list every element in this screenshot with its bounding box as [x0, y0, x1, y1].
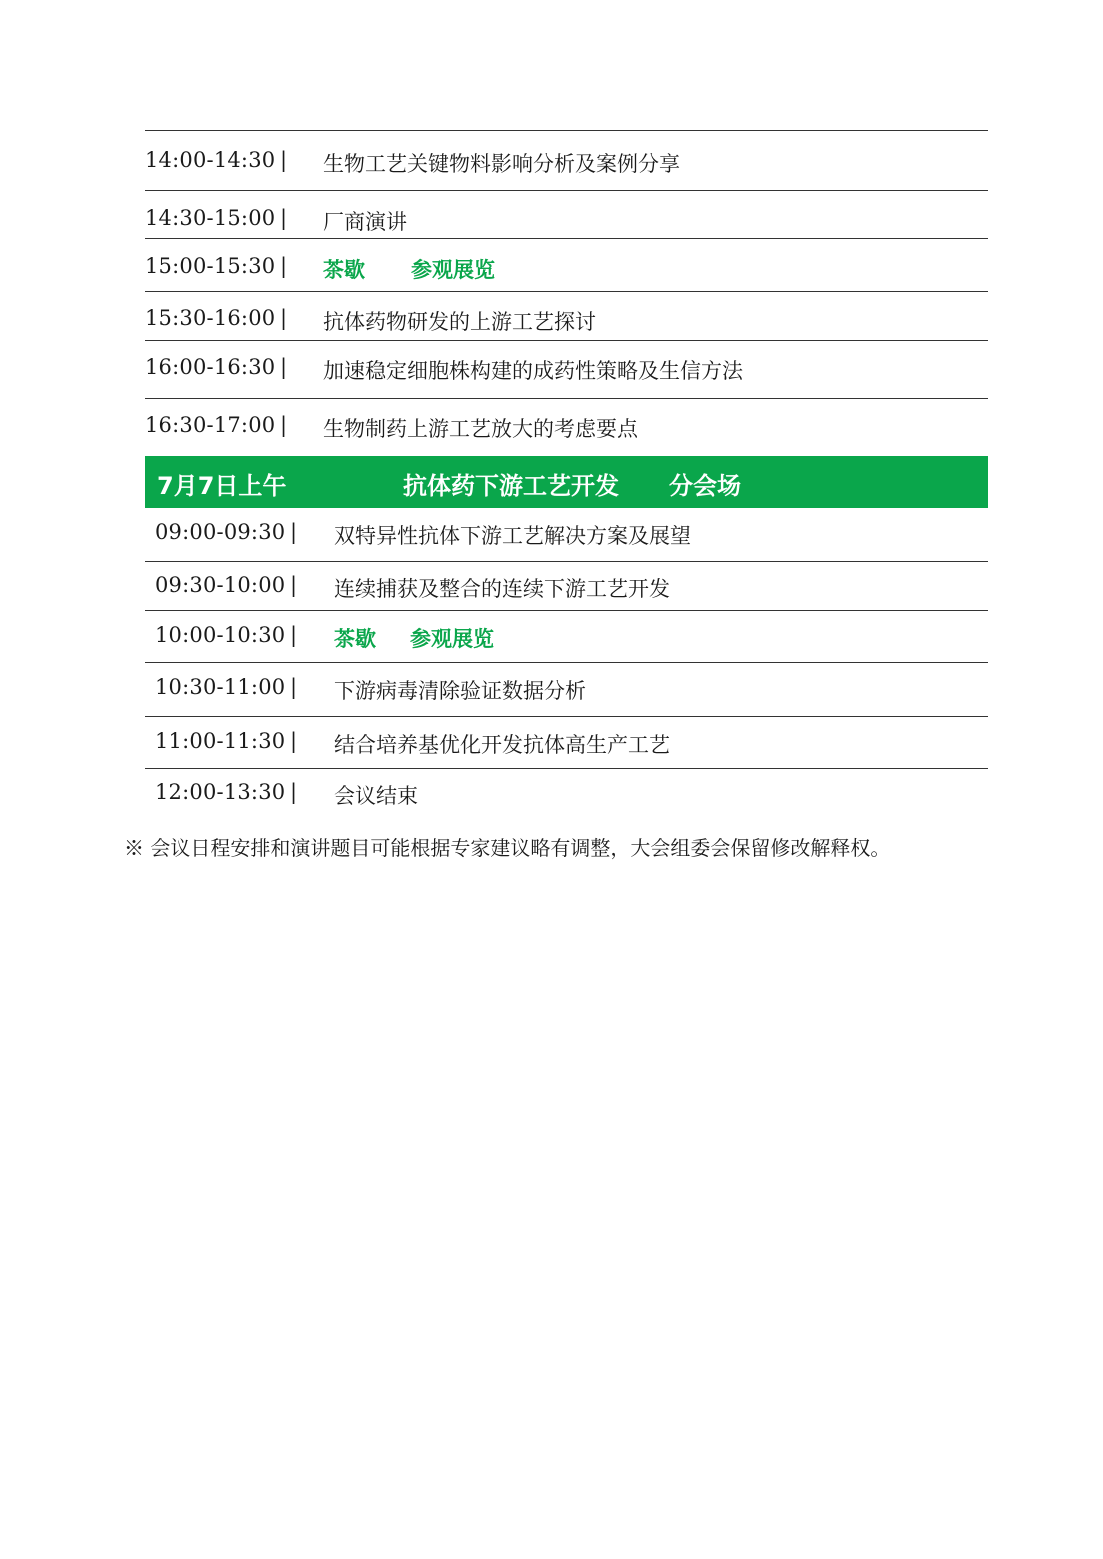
schedule-row: [145, 340, 988, 398]
row-separator: |: [280, 254, 288, 278]
row-separator: |: [290, 675, 298, 699]
row-title: 下游病毒清除验证数据分析: [334, 679, 586, 703]
row-separator: |: [280, 206, 288, 230]
session-name: 抗体药下游工艺开发: [403, 472, 619, 500]
row-title: 连续捕获及整合的连续下游工艺开发: [334, 577, 670, 601]
break-label: [323, 254, 495, 284]
row-title: 双特异性抗体下游工艺解决方案及展望: [334, 524, 691, 548]
row-separator: |: [280, 355, 288, 379]
row-title: 厂商演讲: [323, 210, 407, 234]
row-separator: |: [290, 623, 298, 647]
tea-break-text: 茶歇: [334, 627, 376, 651]
row-time: 09:30-10:00: [155, 573, 286, 597]
row-title: 生物制药上游工艺放大的考虑要点: [323, 417, 638, 441]
schedule-row: [145, 291, 988, 340]
row-separator: |: [280, 148, 288, 172]
row-time: 16:30-17:00: [145, 413, 276, 437]
row-time: 12:00-13:30: [155, 780, 286, 804]
session-title: [403, 466, 741, 501]
schedule-row: [145, 716, 988, 768]
row-separator: |: [290, 573, 298, 597]
schedule-note: ※ 会议日程安排和演讲题目可能根据专家建议略有调整，大会组委会保留修改解释权。: [124, 836, 891, 860]
row-separator: |: [280, 306, 288, 330]
schedule-row-break: [145, 238, 988, 291]
exhibition-text: 参观展览: [410, 627, 494, 651]
row-time: 15:30-16:00: [145, 306, 276, 330]
session-header: [145, 456, 988, 508]
row-title: 会议结束: [334, 784, 418, 808]
row-separator: |: [280, 413, 288, 437]
schedule-row: [145, 662, 988, 716]
schedule-row: [145, 561, 988, 610]
schedule-row: [145, 398, 988, 456]
row-separator: |: [290, 780, 298, 804]
row-separator: |: [290, 729, 298, 753]
row-time: 14:30-15:00: [145, 206, 276, 230]
row-time: 14:00-14:30: [145, 148, 276, 172]
row-title: 加速稳定细胞株构建的成药性策略及生信方法: [323, 359, 743, 383]
schedule-row: [145, 768, 988, 820]
row-title: 抗体药物研发的上游工艺探讨: [323, 310, 596, 334]
row-time: 15:00-15:30: [145, 254, 276, 278]
row-separator: |: [290, 520, 298, 544]
schedule-row-break: [145, 610, 988, 662]
row-time: 09:00-09:30: [155, 520, 286, 544]
schedule-row: [145, 190, 988, 238]
exhibition-text: 参观展览: [411, 258, 495, 282]
session-venue: 分会场: [669, 472, 741, 500]
schedule-table: [145, 130, 988, 820]
break-label: [334, 623, 494, 653]
row-time: 11:00-11:30: [155, 729, 286, 753]
schedule-row: [145, 130, 988, 190]
row-time: 16:00-16:30: [145, 355, 276, 379]
row-title: 生物工艺关键物料影响分析及案例分享: [323, 152, 680, 176]
schedule-row: [145, 508, 988, 561]
tea-break-text: 茶歇: [323, 258, 365, 282]
row-time: 10:30-11:00: [155, 675, 286, 699]
row-title: 结合培养基优化开发抗体高生产工艺: [334, 733, 670, 757]
row-time: 10:00-10:30: [155, 623, 286, 647]
session-date: 7月7日上午: [157, 472, 287, 500]
